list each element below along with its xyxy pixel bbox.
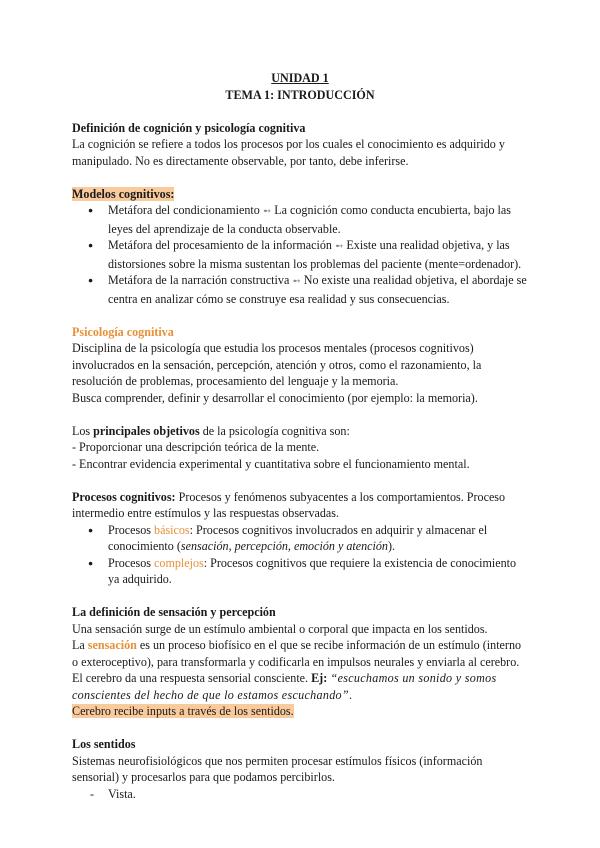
arrow-icon: ➻ [292,276,301,287]
unit-title [72,70,528,87]
highlighted-note: Cerebro recibe inputs a través de los sentidos. [72,704,294,718]
section-heading-models: Modelos cognitivos: [72,186,175,201]
list-item: - Vista. [72,786,528,803]
sensation-line: Una sensación surge de un estímulo ambiental o corporal que impacta en los sentidos. [72,621,488,636]
objectives-intro: Los principales objetivos de la psicología cognitiva son: [72,423,350,438]
list-item: ● Procesos básicos: Procesos cognitivos involucrados en adquirir y almacenar el conocimiento (sensación, percepción, emoción y atención). [72,522,528,555]
section-heading-cognition: Definición de cognición y psicología cognitiva [72,120,306,135]
objective-line: - Proporcionar una descripción teórica de la mente. [72,440,320,454]
section-heading-cognitive-psychology: Psicología cognitiva [72,324,174,339]
section-body-goal: Busca comprender, definir y desarrollar el conocimiento (por ejemplo: la memoria). [72,390,478,405]
list-item: ● Metáfora del condicionamiento ➻ La cognición como conducta encubierta, bajo las leyes del aprendizaje de la conducta observable. [72,202,528,237]
section-heading-sensation: La definición de sensación y percepción [72,605,276,619]
unit-label: UNIDAD 1 [271,71,329,85]
senses-body: Sistemas neurofisiológicos que nos permiten procesar estímulos físicos (información sensorial) y procesarlos para que podamos percibirlos. [72,753,483,784]
arrow-icon: ➻ [262,206,272,217]
objective-line: - Encontrar evidencia experimental y cuantitativa sobre el funcionamiento mental. [72,456,470,471]
senses-list [72,786,528,803]
section-heading-senses: Los sentidos [72,737,136,751]
arrow-icon: ➻ [335,241,344,252]
list-item: ● Metáfora del procesamiento de la información ➻ Existe una realidad objetiva, y las distorsiones sobre la misma sustentan los problemas del paciente (mente=ordenador). [72,237,528,272]
section-body-discipline: Disciplina de la psicología que estudia los procesos mentales (procesos cognitivos) involucrados en la sensación, percepción, atención y otros, como el razonamiento, la resolución de problemas, procesamiento del lenguaje y la memoria. [72,341,482,388]
processes-intro: Procesos cognitivos: Procesos y fenómenos subyacentes a los comportamientos. Proceso intermedio entre estímulos y las respuestas observadas. [72,489,506,520]
topic-title: TEMA 1: INTRODUCCIÓN [225,87,375,102]
section-body-cognition: La cognición se refiere a todos los procesos por los cuales el conocimiento es adquirido y manipulado. No es directamente observable, por tanto, debe inferirse. [72,137,505,168]
processes-list [72,522,528,588]
list-item: ● Procesos complejos: Procesos cognitivos que requiere la existencia de conocimiento ya adquirido. [72,555,528,588]
sensation-paragraph: La sensación es un proceso biofísico en el que se recibe información de un estímulo (interno o exteroceptivo), para transformarla y codificarla en impulsos neurales y enviarla al cerebro. El cerebro da una respuesta sensorial consciente. Ej: “escuchamos un sonido y somos conscientes del hecho de que lo estamos escuchando”. [72,638,522,702]
models-list [72,202,528,307]
list-item: ● Metáfora de la narración constructiva ➻ No existe una realidad objetiva, el abordaje se centra en analizar cómo se construye esa realidad y sus consecuencias. [72,272,528,307]
